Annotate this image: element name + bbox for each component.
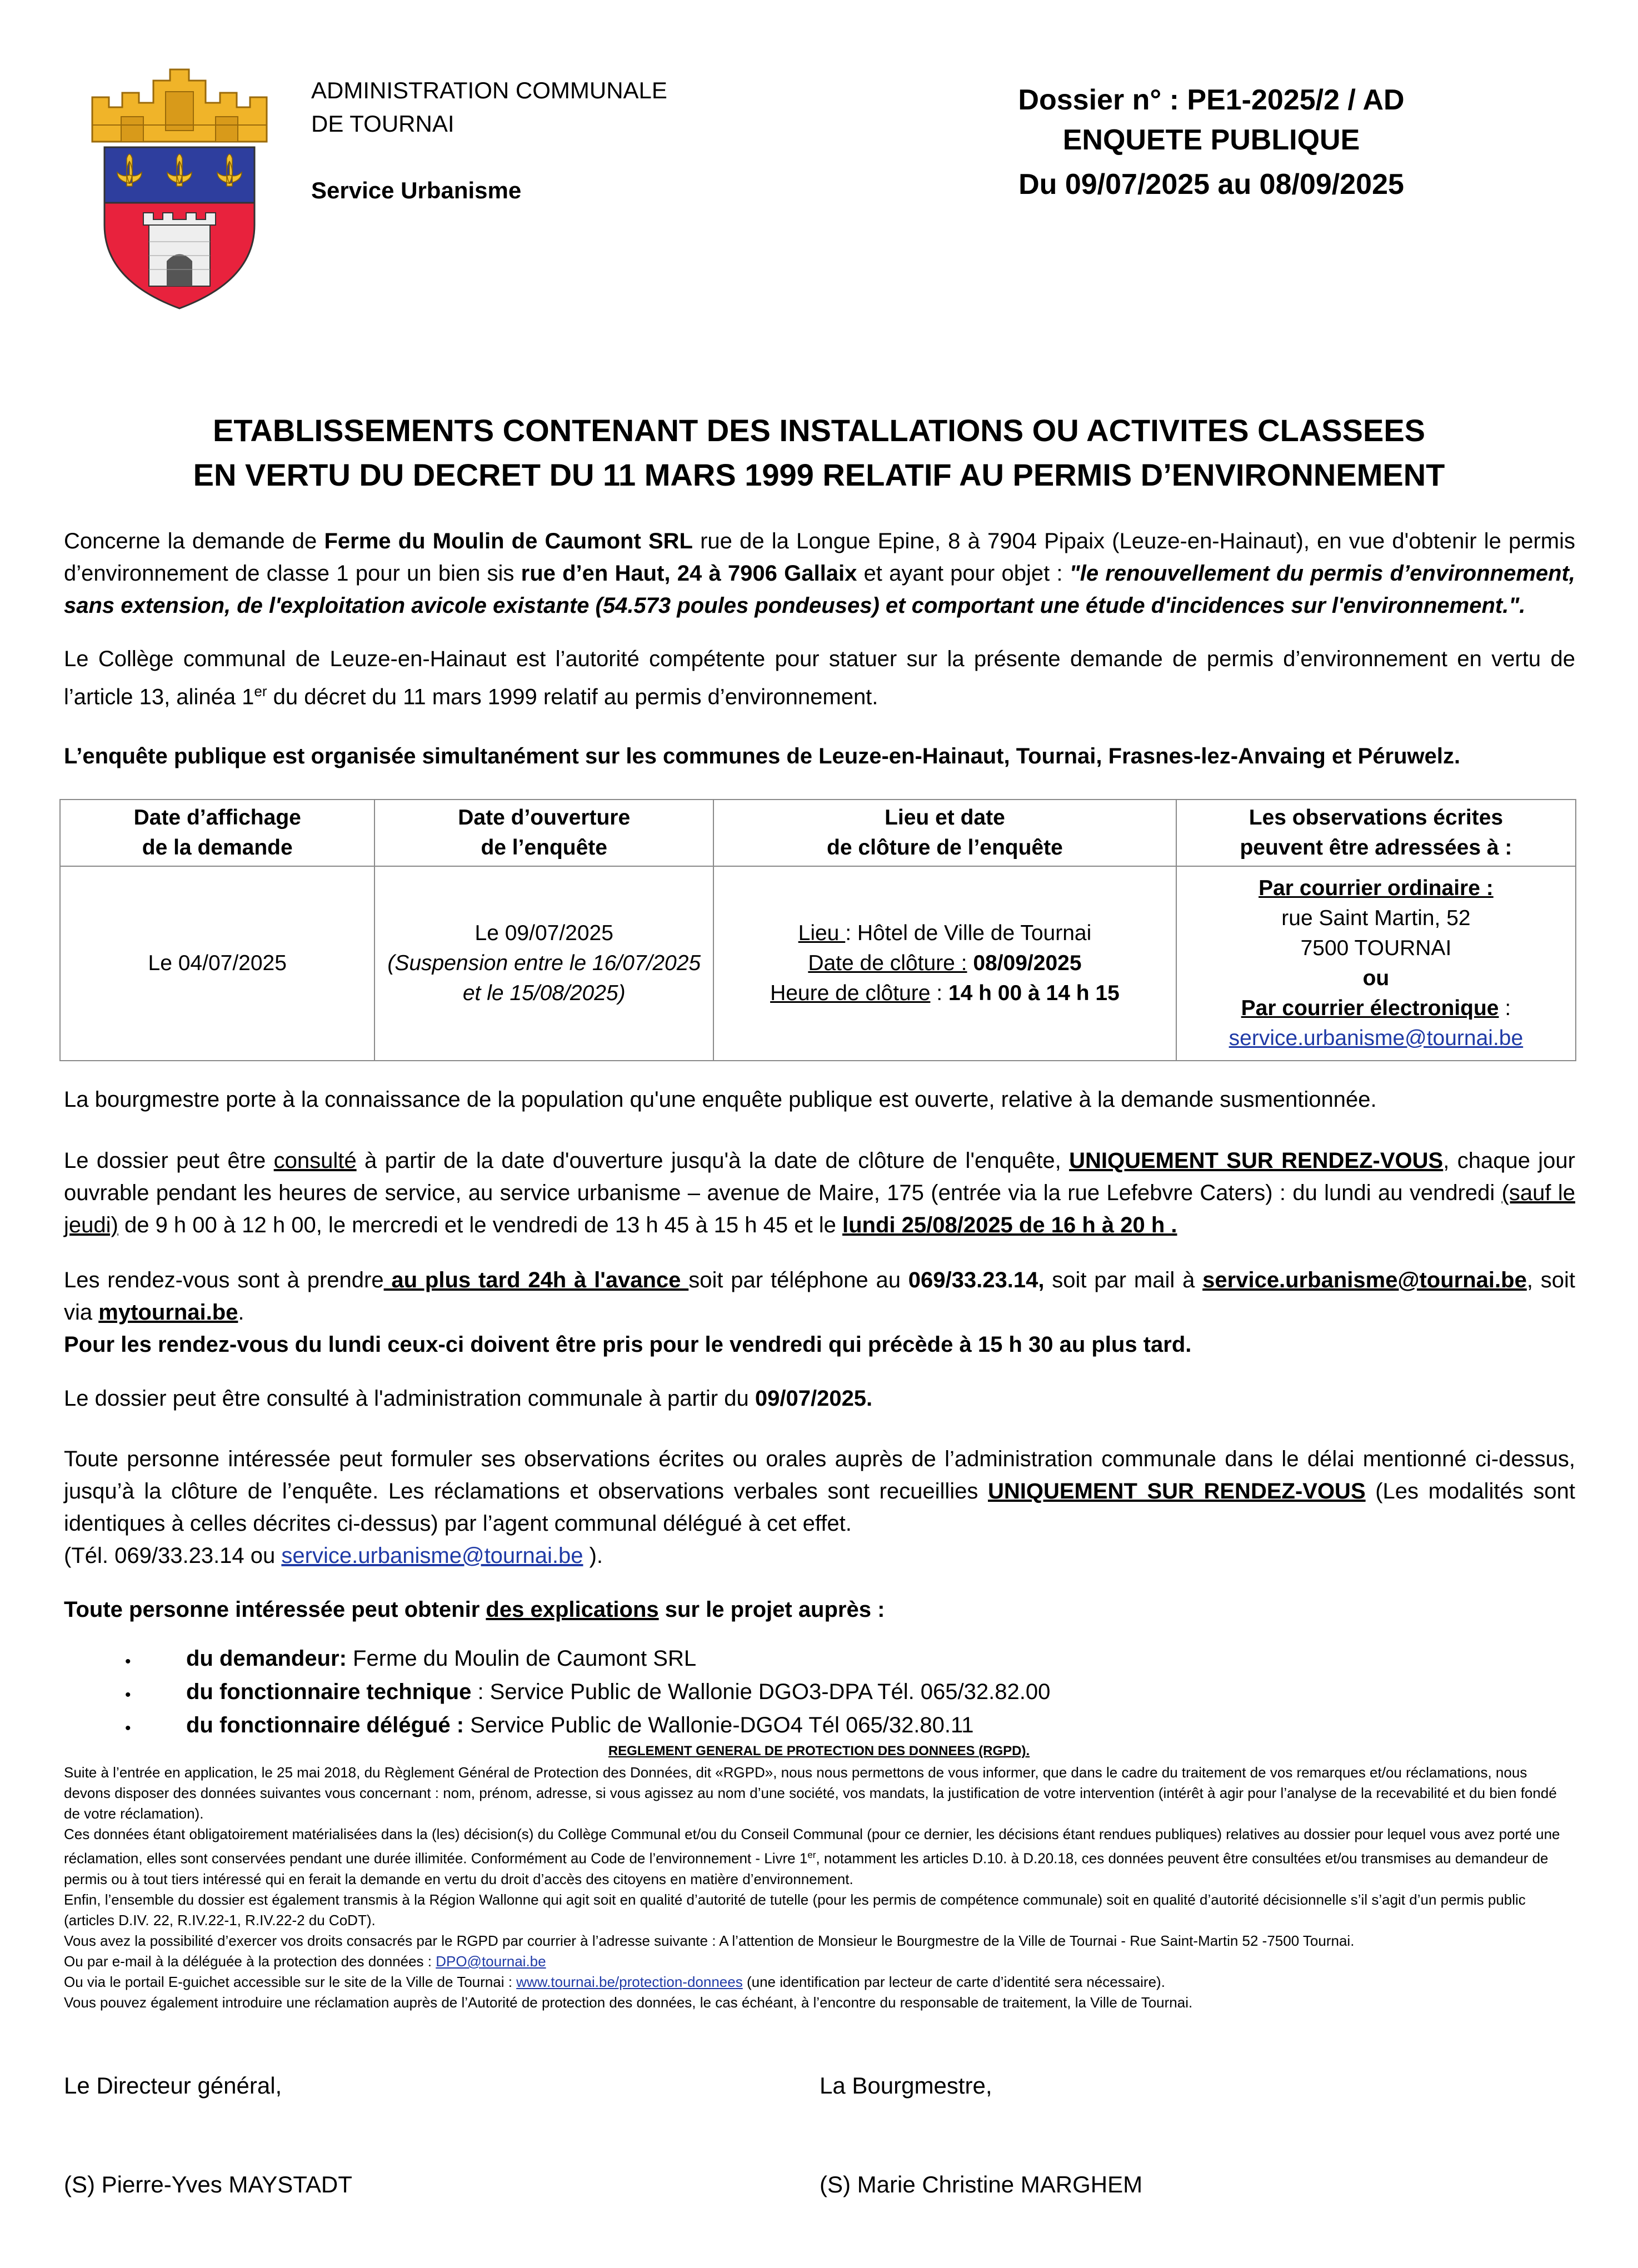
rdv-emphasis: UNIQUEMENT SUR RENDEZ-VOUS (1069, 1148, 1444, 1173)
item-text: Ferme du Moulin de Caumont SRL (346, 1646, 697, 1671)
text: . (238, 1300, 244, 1325)
header-text: de l’enquête (481, 836, 607, 860)
text: à partir de la date d'ouverture jusqu'à la date de clôture de l'enquête, (356, 1148, 1070, 1173)
rgpd-paragraph: Suite à l’entrée en application, le 25 mai 2018, du Règlement Général de Protection des Données, dit «RGPD», nous nous permettons de vous informer, que dans le cadre du traitement de vos remarques et/ou réclamations, nous devons disposer des données suivantes vous concernant : nom, prénom, adresse, si vous agissez au nom d’une société, vos mandats, la justification de votre intervention (intérêt à agir pour l’analyse de la recevabilité et du bien fondé de votre réclamation). (64, 1764, 1557, 1822)
email-label: Par courrier électronique (1241, 996, 1499, 1020)
header-text: Date d’affichage (133, 806, 301, 830)
cloture-value: 08/09/2025 (967, 951, 1082, 975)
text: Concerne la demande de (64, 529, 324, 553)
table-cell (60, 866, 374, 1061)
consultation-paragraph (64, 1145, 1575, 1241)
avance-emphasis: au plus tard 24h à l'avance (383, 1268, 689, 1292)
text: sur le projet auprès : (658, 1597, 885, 1622)
text: et ayant pour objet : (857, 561, 1070, 586)
text: , notamment les articles D.10. à D.20.18, ces données peuvent être consultées et/ou transmises au demandeur de permis ou à tout tiers intéressé qui en ferait la demande en vertu du droit d’accès des citoyens en matière d’environnement. (64, 1850, 1549, 1887)
enquete-label: ENQUETE PUBLIQUE (1062, 124, 1360, 156)
text: Ou via le portail E-guichet accessible sur le site de la Ville de Tournai : (64, 1973, 517, 1990)
text: Toute personne intéressée peut formuler ses observations écrites ou orales auprès de l’administration communale dans le délai mentionné ci-dessus, jusqu’à la clôture de l’enquête. Les réclamations et observations verbales sont recueillies (64, 1447, 1575, 1503)
text: (une identification par lecteur de carte d’identité sera nécessaire). (742, 1973, 1165, 1990)
contact-list (125, 1642, 1050, 1742)
bourgmestre-paragraph: La bourgmestre porte à la connaissance de la population qu'une enquête publique est ouverte, relative à la demande susmentionnée. (64, 1087, 1377, 1112)
title-line2: EN VERTU DU DECRET DU 11 MARS 1999 RELATIF AU PERMIS D’ENVIRONNEMENT (193, 457, 1445, 492)
explications-heading (64, 1593, 1575, 1626)
demandeur-name: Ferme du Moulin de Caumont SRL (324, 529, 693, 553)
item-label: du demandeur: (186, 1646, 347, 1671)
rdv-emphasis: UNIQUEMENT SUR RENDEZ-VOUS (987, 1479, 1366, 1503)
table-cell (374, 866, 713, 1061)
item-text: : Service Public de Wallonie DGO3-DPA Tél. 065/32.82.00 (471, 1680, 1051, 1704)
text: soit par téléphone au (688, 1268, 908, 1292)
list-item (125, 1642, 1050, 1675)
courrier-city: 7500 TOURNAI (1300, 936, 1452, 960)
dossier-header (939, 78, 1484, 211)
text: (Les modalités sont identiques à celles décrites ci-dessus) par l’agent communal délégué à cet effet. (64, 1479, 1575, 1536)
header-text: Lieu et date (885, 806, 1005, 830)
header-text: de clôture de l’enquête (827, 836, 1063, 860)
table-cell (1176, 866, 1576, 1061)
text: rue de la Longue Epine, 8 à 7904 Pipaix (Leuze-en-Hainaut), en vue d'obtenir le permis d’environnement de classe 1 pour un bien sis (64, 529, 1575, 586)
rgpd-paragraph (64, 1972, 1575, 1992)
portal-link[interactable]: www.tournai.be/protection-donnees (516, 1973, 743, 1990)
table-header-row (60, 800, 1576, 866)
left-signature-name: (S) Pierre-Yves MAYSTADT (64, 2171, 352, 2197)
table-header (1176, 800, 1576, 866)
heure-value: 14 h 00 à 14 h 15 (948, 981, 1120, 1005)
text: du décret du 11 mars 1999 relatif au permis d’environnement. (267, 685, 878, 710)
right-signature-title: La Bourgmestre, (820, 2072, 992, 2099)
table-header (60, 800, 374, 866)
text: (Tél. 069/33.23.14 ou (64, 1543, 282, 1568)
rgpd-paragraph: Enfin, l’ensemble du dossier est également transmis à la Région Wallonne qui agit soit en qualité d’autorité de tutelle (pour les permis de compétence communale) soit en qualité d’autorité décisionnelle s’il s’agit d’un permis public (articles D.IV. 22, R.IV.22-1, R.IV.22-2 du CoDT). (64, 1891, 1526, 1929)
enquete-table (59, 799, 1576, 1061)
email-link[interactable]: service.urbanisme@tournai.be (1202, 1268, 1527, 1292)
email-link[interactable]: service.urbanisme@tournai.be (281, 1543, 583, 1568)
rgpd-paragraph (64, 1951, 1575, 1972)
heure-line (716, 978, 1173, 1008)
enquete-period: Du 09/07/2025 au 08/09/2025 (1018, 168, 1404, 201)
admin-line2: DE TOURNAI (311, 111, 455, 137)
or-label: ou (1362, 966, 1390, 990)
right-signature-name: (S) Marie Christine MARGHEM (820, 2171, 1143, 2197)
page-title (0, 408, 1638, 497)
sauf-jeudi: (sauf le jeudi) (64, 1181, 1576, 1237)
consulte-word: consulté (273, 1148, 357, 1173)
header-text: Les observations écrites (1249, 806, 1504, 830)
lieu-line (716, 918, 1173, 948)
text: Toute personne intéressée peut obtenir (64, 1597, 486, 1622)
superscript: er (807, 1850, 816, 1860)
rgpd-paragraph (64, 1824, 1575, 1890)
table-row (60, 866, 1576, 1061)
concerne-paragraph (64, 525, 1575, 622)
text: Le Collège communal de Leuze-en-Hainaut est l’autorité compétente pour statuer sur la présente demande de permis d’environnement en vertu de l’article 13, alinéa 1 (64, 647, 1575, 710)
text: Le dossier peut être consulté à l'administration communale à partir du (64, 1386, 755, 1411)
cloture-label: Date de clôture : (808, 951, 967, 975)
text: soit par mail à (1044, 1268, 1203, 1292)
header-text: Date d’ouverture (458, 806, 631, 830)
ouverture-date: Le 09/07/2025 (475, 921, 613, 945)
suspension-text: et le 15/08/2025) (462, 981, 626, 1005)
lieu-value: : Hôtel de Ville de Tournai (845, 921, 1092, 945)
courrier-street: rue Saint Martin, 52 (1281, 906, 1471, 930)
tower-icon (143, 213, 216, 286)
college-paragraph (64, 643, 1575, 713)
item-label: du fonctionnaire technique (186, 1680, 472, 1704)
objet-text: "le renouvellement du permis d’environnement, sans extension, de l'exploitation avicole existante (54.573 poules pondeuses) et comportant une étude d'incidences sur l'environnement.". (64, 561, 1575, 618)
suspension-text: (Suspension entre le 16/07/2025 (387, 951, 701, 975)
tournai-crest-icon (82, 58, 277, 311)
lieu-label: Lieu (798, 921, 846, 945)
separator: : (930, 981, 948, 1005)
affichage-date: Le 04/07/2025 (148, 951, 287, 975)
rgpd-paragraph: Vous avez la possibilité d’exercer vos droits consacrés par le RGPD par courrier à l’adresse suivante : A l’attention de Monsieur le Bourgmestre de la Ville de Tournai - Rue Saint-Martin 52 -7500 Tournai. (64, 1932, 1355, 1949)
superscript: er (254, 683, 267, 700)
text: ). (583, 1543, 603, 1568)
text: Le dossier peut être (64, 1148, 274, 1173)
table-cell (713, 866, 1176, 1061)
explications-word: des explications (486, 1597, 659, 1622)
text: , chaque jour ouvrable pendant les heures de service, au service urbanisme – avenue de Maire, 175 (entrée via la rue Lefebvre Caters) : du lundi au vendredi (64, 1148, 1575, 1205)
table-header (713, 800, 1176, 866)
list-item (125, 1709, 1050, 1742)
text: , soit via (64, 1268, 1575, 1325)
separator: : (1499, 996, 1511, 1020)
header-text: peuvent être adressées à : (1240, 836, 1512, 860)
rgpd-section (64, 1762, 1575, 2013)
text: Ou par e-mail à la déléguée à la protection des données : (64, 1952, 436, 1970)
text: de 9 h 00 à 12 h 00, le mercredi et le vendredi de 13 h 45 à 15 h 45 et le (118, 1213, 842, 1237)
heure-label: Heure de clôture (770, 981, 931, 1005)
item-label: du fonctionnaire délégué : (186, 1713, 465, 1737)
text: Ces données étant obligatoirement matérialisées dans la (les) décision(s) du Collège Communal et/ou du Conseil Communal (pour ce dernier, les décisions étant rendues publiques) relatives au dossier pour lequel vous avez porté une réclamation, elles sont conservées pendant une durée illimitée. Conformément au Code de l’environnement - Livre 1 (64, 1826, 1560, 1867)
left-signature-title: Le Directeur général, (64, 2072, 282, 2099)
observations-paragraph (64, 1443, 1575, 1572)
admin-header (311, 74, 667, 207)
lundi-note: Pour les rendez-vous du lundi ceux-ci doivent être pris pour le vendredi qui précède à 15 h 30 au plus tard. (64, 1332, 1192, 1357)
consult-date: 09/07/2025. (755, 1386, 873, 1411)
simultane-paragraph: L’enquête publique est organisée simultanément sur les communes de Leuze-en-Hainaut, Tournai, Frasnes-lez-Anvaing et Péruwelz. (64, 744, 1461, 768)
consult-admin-paragraph (64, 1382, 1575, 1415)
email-link[interactable]: service.urbanisme@tournai.be (1228, 1026, 1524, 1050)
bien-address: rue d’en Haut, 24 à 7906 Gallaix (521, 561, 857, 586)
service-name: Service Urbanisme (311, 177, 522, 203)
admin-line1: ADMINISTRATION COMMUNALE (311, 77, 667, 103)
rgpd-title: REGLEMENT GENERAL DE PROTECTION DES DONNEES (RGPD). (608, 1744, 1030, 1759)
item-text: Service Public de Wallonie-DGO4 Tél 065/32.80.11 (464, 1713, 974, 1737)
phone-number: 069/33.23.14, (908, 1268, 1045, 1292)
text: Les rendez-vous sont à prendre (64, 1268, 384, 1292)
cloture-line (716, 948, 1173, 978)
header-text: de la demande (142, 836, 293, 860)
site-link[interactable]: mytournai.be (98, 1300, 238, 1325)
rgpd-paragraph: Vous pouvez également introduire une réclamation auprès de l’Autorité de protection des données, le cas échéant, à l’encontre du responsable de traitement, la Ville de Tournai. (64, 1994, 1193, 2011)
lundi-session: lundi 25/08/2025 de 16 h à 20 h . (842, 1213, 1177, 1237)
title-line1: ETABLISSEMENTS CONTENANT DES INSTALLATIONS OU ACTIVITES CLASSEES (212, 413, 1426, 448)
list-item (125, 1675, 1050, 1709)
crown-icon (92, 69, 267, 142)
dpo-email-link[interactable]: DPO@tournai.be (436, 1952, 546, 1970)
table-header (374, 800, 713, 866)
rendezvous-paragraph (64, 1264, 1575, 1361)
dossier-number: Dossier n° : PE1-2025/2 / AD (1018, 84, 1405, 116)
courrier-label: Par courrier ordinaire : (1259, 876, 1494, 900)
